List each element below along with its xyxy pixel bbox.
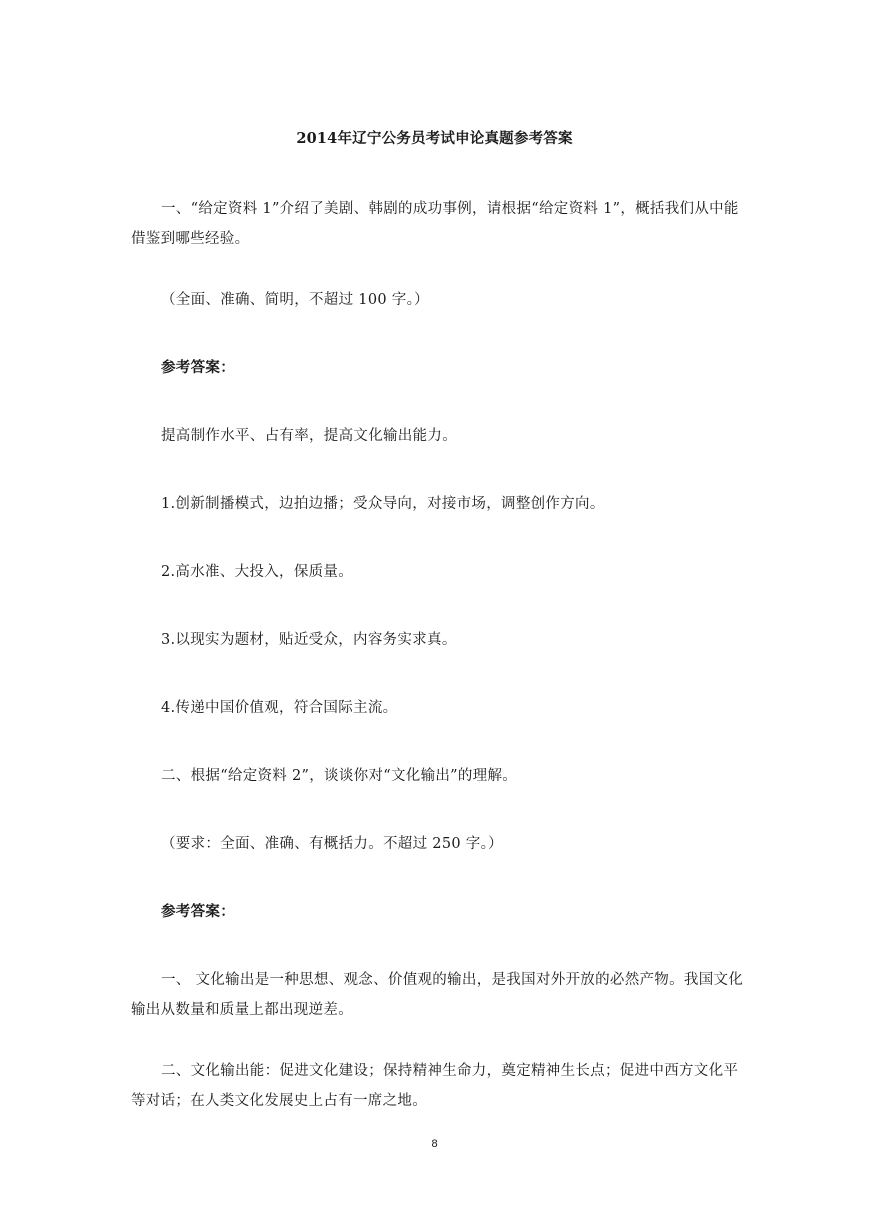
answer-1-point-4: 4.传递中国价值观，符合国际主流。 [161, 700, 398, 716]
question-2-requirement: （要求：全面、准确、有概括力。不超过 250 字。） [161, 836, 503, 852]
page-number: 8 [431, 1138, 438, 1150]
question-1-paragraph: 一、“给定资料 1”介绍了美剧、韩剧的成功事例，请根据“给定资料 1”，概括我们从中能借鉴到哪些经验。 [131, 201, 739, 247]
question-2-paragraph: 二、根据“给定资料 2”，谈谈你对“文化输出”的理解。 [161, 768, 518, 784]
answer-2-heading: 参考答案： [161, 903, 235, 920]
question-1-requirement: （全面、准确、简明，不超过 100 字。） [161, 292, 429, 308]
answer-2-point-1: 一、 文化输出是一种思想、观念、价值观的输出，是我国对外开放的必然产物。我国文化输出从数量和质量上都出现逆差。 [131, 972, 744, 1018]
answer-1-point-3: 3.以现实为题材，贴近受众，内容务实求真。 [161, 632, 457, 648]
answer-1-point-2: 2.高水准、大投入，保质量。 [161, 564, 354, 580]
answer-1-summary: 提高制作水平、占有率，提高文化输出能力。 [161, 428, 457, 444]
document-title: 2014年辽宁公务员考试申论真题参考答案 [296, 130, 573, 147]
answer-2-point-2: 二、文化输出能：促进文化建设；保持精神生命力，奠定精神生长点；促进中西方文化平等对话；在人类文化发展史上占有一席之地。 [131, 1063, 739, 1109]
answer-1-point-1: 1.创新制播模式，边拍边播；受众导向，对接市场，调整创作方向。 [161, 496, 605, 512]
answer-1-heading: 参考答案： [161, 359, 235, 376]
